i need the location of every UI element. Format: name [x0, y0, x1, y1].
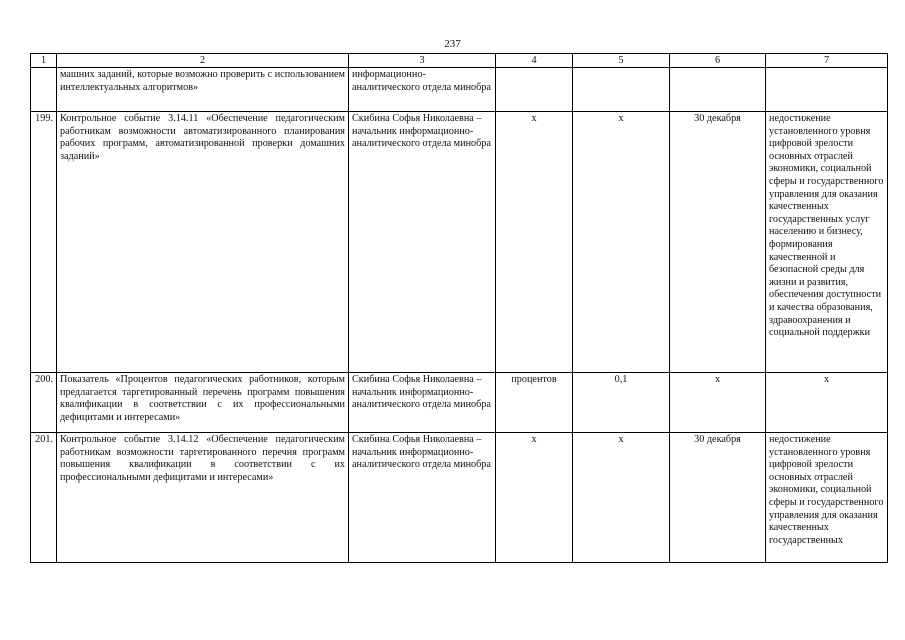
column-number-5: 5 — [573, 54, 670, 68]
column-number-3: 3 — [349, 54, 496, 68]
row-value: 0,1 — [573, 373, 670, 433]
row-deadline: 30 декабря — [670, 112, 766, 373]
row-number: 199. — [31, 112, 57, 373]
table-header-row — [31, 54, 888, 68]
row-responsible: Скибина Софья Николаевна – начальник информационно-аналитического отдела минобра — [349, 373, 496, 433]
row-description: машних заданий, которые возможно проверить с использованием интеллектуальных алгоритмов» — [57, 68, 349, 112]
row-value: х — [573, 433, 670, 563]
row-number: 200. — [31, 373, 57, 433]
column-number-7: 7 — [766, 54, 888, 68]
table-row — [31, 112, 888, 373]
table-row — [31, 433, 888, 563]
row-number — [31, 68, 57, 112]
row-unit — [496, 68, 573, 112]
row-description: Показатель «Процентов педагогических работников, которым предлагается таргетированный перечень программ повышения квалификации в соответствии с их профессиональными дефицитами и интересами» — [57, 373, 349, 433]
row-deadline: х — [670, 373, 766, 433]
column-number-6: 6 — [670, 54, 766, 68]
row-responsible: Скибина Софья Николаевна – начальник информационно-аналитического отдела минобра — [349, 433, 496, 563]
row-number: 201. — [31, 433, 57, 563]
row-unit: процентов — [496, 373, 573, 433]
column-number-2: 2 — [57, 54, 349, 68]
row-value — [573, 68, 670, 112]
page-number: 237 — [444, 38, 461, 50]
row-risk — [766, 68, 888, 112]
row-description: Контрольное событие 3.14.12 «Обеспечение педагогическим работникам возможности таргетированного перечня программ повышения квалификации в соответствии с их профессиональными дефицитами и интересами» — [57, 433, 349, 563]
row-responsible: Скибина Софья Николаевна – начальник информационно-аналитического отдела минобра — [349, 112, 496, 373]
column-number-4: 4 — [496, 54, 573, 68]
row-deadline: 30 декабря — [670, 433, 766, 563]
row-responsible: информационно-аналитического отдела минобра — [349, 68, 496, 112]
row-risk: недостижение установленного уровня цифровой зрелости основных отраслей экономики, социальной сферы и государственного управления для оказания качественных государственных — [766, 433, 888, 563]
row-risk: х — [766, 373, 888, 433]
column-number-1: 1 — [31, 54, 57, 68]
table-row — [31, 68, 888, 112]
table-row — [31, 373, 888, 433]
plan-table — [30, 53, 888, 563]
row-risk: недостижение установленного уровня цифровой зрелости основных отраслей экономики, социальной сферы и государственного управления для оказания качественных государственных услуг населению и бизнесу, формирования качественной и безопасной среды для жизни и развития, обеспечения доступности и качества образования, здравоохранения и социальной поддержки — [766, 112, 888, 373]
row-description: Контрольное событие 3.14.11 «Обеспечение педагогическим работникам возможности автоматизированного планирования рабочих программ, автоматизированной проверки домашних заданий» — [57, 112, 349, 373]
row-unit: х — [496, 433, 573, 563]
row-deadline — [670, 68, 766, 112]
row-value: х — [573, 112, 670, 373]
row-unit: х — [496, 112, 573, 373]
